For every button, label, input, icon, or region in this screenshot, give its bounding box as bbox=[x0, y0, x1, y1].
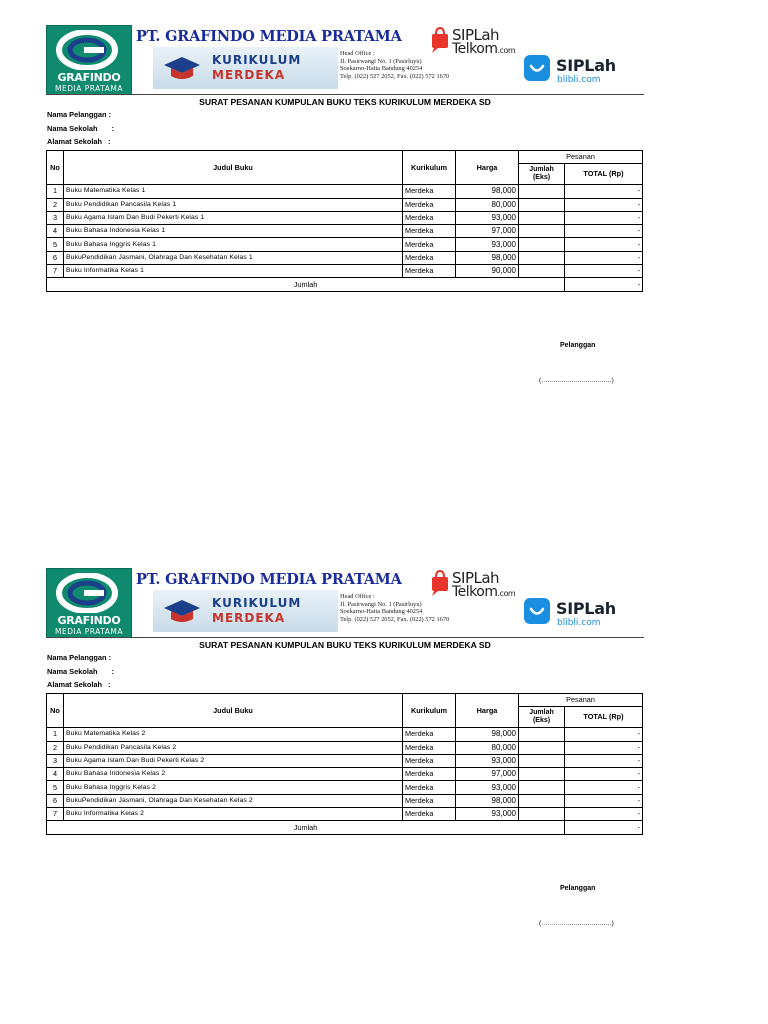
table-row bbox=[47, 238, 643, 251]
column-header-no: No bbox=[47, 151, 64, 185]
price-cell: 98,000 bbox=[456, 794, 519, 807]
telkom-suffix: .com bbox=[497, 46, 516, 55]
document-title: SURAT PESANAN KUMPULAN BUKU TEKS KURIKULUM MERDEKA SD bbox=[199, 97, 491, 107]
total-cell: - bbox=[565, 808, 643, 821]
order-form-1 bbox=[46, 22, 644, 452]
column-header-price: Harga bbox=[456, 694, 519, 728]
grafindo-logo-icon bbox=[56, 30, 118, 70]
school-address-field bbox=[47, 680, 111, 689]
book-title: Buku Informatika Kelas 2 bbox=[64, 808, 403, 821]
total-cell: - bbox=[565, 265, 643, 278]
row-number: 4 bbox=[47, 768, 64, 781]
graduation-cap-icon bbox=[163, 55, 201, 81]
curriculum-cell: Merdeka bbox=[403, 238, 456, 251]
row-number: 3 bbox=[47, 754, 64, 767]
office-address-line-2: Soekarno-Hatta Bandung 40254 bbox=[340, 65, 423, 73]
total-cell: - bbox=[565, 741, 643, 754]
column-header-curriculum: Kurikulum bbox=[403, 694, 456, 728]
total-cell: - bbox=[565, 225, 643, 238]
curriculum-cell: Merdeka bbox=[403, 728, 456, 741]
quantity-cell[interactable] bbox=[519, 794, 565, 807]
customer-name-field: Nama Pelanggan : bbox=[47, 110, 112, 119]
telkom-name: Telkom bbox=[452, 41, 498, 57]
sum-total: - bbox=[565, 821, 643, 834]
book-title: Buku Matematika Kelas 2 bbox=[64, 728, 403, 741]
table-row bbox=[47, 754, 643, 767]
row-number: 3 bbox=[47, 211, 64, 224]
siplah-telkom-line-1: SIPLah bbox=[452, 569, 500, 587]
total-cell: - bbox=[565, 185, 643, 198]
quantity-cell[interactable] bbox=[519, 265, 565, 278]
graduation-cap-icon bbox=[163, 598, 201, 624]
quantity-cell[interactable] bbox=[519, 211, 565, 224]
signature-line: (...................................) bbox=[539, 377, 614, 384]
row-number: 5 bbox=[47, 781, 64, 794]
row-number: 6 bbox=[47, 794, 64, 807]
book-title: Buku Bahasa Inggris Kelas 2 bbox=[64, 781, 403, 794]
column-header-title: Judul Buku bbox=[64, 694, 403, 728]
price-cell: 93,000 bbox=[456, 781, 519, 794]
table-row bbox=[47, 781, 643, 794]
table-row bbox=[47, 265, 643, 278]
column-header-order: Pesanan bbox=[519, 151, 643, 164]
price-cell: 98,000 bbox=[456, 728, 519, 741]
order-form-2 bbox=[46, 565, 644, 995]
grafindo-logo bbox=[46, 568, 132, 638]
company-name: PT. GRAFINDO MEDIA PRATAMA bbox=[136, 571, 402, 588]
sum-total: - bbox=[565, 278, 643, 291]
company-name: PT. GRAFINDO MEDIA PRATAMA bbox=[136, 28, 402, 45]
document-title: SURAT PESANAN KUMPULAN BUKU TEKS KURIKULUM MERDEKA SD bbox=[199, 640, 491, 650]
book-title: Buku Informatika Kelas 1 bbox=[64, 265, 403, 278]
book-title: Buku Agama Islam Dan Budi Pekerti Kelas 1 bbox=[64, 211, 403, 224]
price-cell: 80,000 bbox=[456, 741, 519, 754]
banner-line-1: KURIKULUM bbox=[212, 53, 302, 67]
order-rows bbox=[47, 185, 643, 278]
siplah-blibli-line-2: blibli.com bbox=[557, 618, 601, 628]
office-address bbox=[340, 50, 449, 81]
total-cell: - bbox=[565, 728, 643, 741]
column-header-total: TOTAL (Rp) bbox=[565, 164, 643, 185]
sum-label: Jumlah bbox=[47, 821, 565, 834]
table-row bbox=[47, 251, 643, 264]
curriculum-cell: Merdeka bbox=[403, 198, 456, 211]
price-cell: 93,000 bbox=[456, 238, 519, 251]
school-name-label: Nama Sekolah bbox=[47, 124, 98, 133]
book-title: Buku Bahasa Indonesia Kelas 1 bbox=[64, 225, 403, 238]
quantity-cell[interactable] bbox=[519, 768, 565, 781]
book-title: Buku Bahasa Inggris Kelas 1 bbox=[64, 238, 403, 251]
header-divider bbox=[46, 94, 644, 95]
column-header-no: No bbox=[47, 694, 64, 728]
row-number: 1 bbox=[47, 185, 64, 198]
header-divider bbox=[46, 637, 644, 638]
logo-subtext: MEDIA PRATAMA bbox=[55, 84, 123, 93]
quantity-cell[interactable] bbox=[519, 754, 565, 767]
book-title: Buku Agama Islam Dan Budi Pekerti Kelas 2 bbox=[64, 754, 403, 767]
price-cell: 93,000 bbox=[456, 211, 519, 224]
price-cell: 98,000 bbox=[456, 185, 519, 198]
total-cell: - bbox=[565, 754, 643, 767]
column-header-qty: Jumlah (Eks) bbox=[519, 707, 565, 728]
logo-text: GRAFINDO bbox=[57, 71, 121, 84]
curriculum-cell: Merdeka bbox=[403, 251, 456, 264]
order-table bbox=[46, 693, 643, 835]
row-number: 5 bbox=[47, 238, 64, 251]
quantity-cell[interactable] bbox=[519, 741, 565, 754]
school-name-label: Nama Sekolah bbox=[47, 667, 98, 676]
total-cell: - bbox=[565, 198, 643, 211]
price-cell: 93,000 bbox=[456, 754, 519, 767]
row-number: 4 bbox=[47, 225, 64, 238]
office-label: Head Office : bbox=[340, 593, 375, 600]
table-row bbox=[47, 225, 643, 238]
school-address-colon: : bbox=[108, 137, 111, 146]
price-cell: 80,000 bbox=[456, 198, 519, 211]
school-name-field bbox=[47, 667, 114, 676]
table-row bbox=[47, 808, 643, 821]
logo-text: GRAFINDO bbox=[57, 614, 121, 627]
quantity-cell[interactable] bbox=[519, 225, 565, 238]
shopping-bag-icon bbox=[430, 569, 450, 597]
school-address-label: Alamat Sekolah bbox=[47, 680, 103, 689]
signature-label: Pelanggan bbox=[560, 885, 596, 892]
table-row bbox=[47, 211, 643, 224]
grafindo-logo bbox=[46, 25, 132, 95]
total-cell: - bbox=[565, 781, 643, 794]
book-title: Buku Matematika Kelas 1 bbox=[64, 185, 403, 198]
customer-name-field: Nama Pelanggan : bbox=[47, 653, 112, 662]
office-label: Head Office : bbox=[340, 50, 375, 57]
quantity-cell[interactable] bbox=[519, 238, 565, 251]
siplah-telkom-line-2 bbox=[452, 584, 515, 600]
curriculum-cell: Merdeka bbox=[403, 211, 456, 224]
table-row bbox=[47, 768, 643, 781]
grafindo-logo-icon bbox=[56, 573, 118, 613]
total-cell: - bbox=[565, 211, 643, 224]
row-number: 1 bbox=[47, 728, 64, 741]
table-row bbox=[47, 794, 643, 807]
curriculum-cell: Merdeka bbox=[403, 794, 456, 807]
school-name-field bbox=[47, 124, 114, 133]
price-cell: 98,000 bbox=[456, 251, 519, 264]
office-address-line-2: Soekarno-Hatta Bandung 40254 bbox=[340, 608, 423, 616]
siplah-telkom-line-2 bbox=[452, 41, 515, 57]
quantity-cell[interactable] bbox=[519, 808, 565, 821]
siplah-blibli-line-2: blibli.com bbox=[557, 75, 601, 85]
row-number: 2 bbox=[47, 198, 64, 211]
curriculum-cell: Merdeka bbox=[403, 265, 456, 278]
total-cell: - bbox=[565, 794, 643, 807]
blibli-bag-icon bbox=[524, 55, 550, 81]
row-number: 7 bbox=[47, 265, 64, 278]
book-title: BukuPendidikan Jasmani, Olahraga Dan Kesehatan Kelas 2 bbox=[64, 794, 403, 807]
book-title: BukuPendidikan Jasmani, Olahraga Dan Kesehatan Kelas 1 bbox=[64, 251, 403, 264]
siplah-telkom-line-1: SIPLah bbox=[452, 26, 500, 44]
curriculum-cell: Merdeka bbox=[403, 754, 456, 767]
column-header-price: Harga bbox=[456, 151, 519, 185]
column-header-curriculum: Kurikulum bbox=[403, 151, 456, 185]
office-phone: Telp. (022) 527 2052, Fax. (022) 572 1670 bbox=[340, 73, 450, 81]
telkom-name: Telkom bbox=[452, 584, 498, 600]
quantity-cell[interactable] bbox=[519, 728, 565, 741]
column-header-qty: Jumlah (Eks) bbox=[519, 164, 565, 185]
total-cell: - bbox=[565, 768, 643, 781]
price-cell: 97,000 bbox=[456, 225, 519, 238]
school-name-colon: : bbox=[111, 667, 114, 676]
school-address-field bbox=[47, 137, 111, 146]
kurikulum-merdeka-banner bbox=[153, 590, 338, 632]
logo-subtext: MEDIA PRATAMA bbox=[55, 627, 123, 636]
banner-line-1: KURIKULUM bbox=[212, 596, 302, 610]
curriculum-cell: Merdeka bbox=[403, 808, 456, 821]
quantity-cell[interactable] bbox=[519, 185, 565, 198]
office-address-line-1: Jl. Pasirwangi No. 1 (Pasirluyu) bbox=[340, 57, 422, 65]
total-cell: - bbox=[565, 238, 643, 251]
book-title: Buku Bahasa Indonesia Kelas 2 bbox=[64, 768, 403, 781]
curriculum-cell: Merdeka bbox=[403, 225, 456, 238]
banner-line-2: MERDEKA bbox=[212, 68, 286, 82]
school-address-label: Alamat Sekolah bbox=[47, 137, 103, 146]
price-cell: 97,000 bbox=[456, 768, 519, 781]
price-cell: 90,000 bbox=[456, 265, 519, 278]
row-number: 7 bbox=[47, 808, 64, 821]
signature-label: Pelanggan bbox=[560, 342, 596, 349]
banner-line-2: MERDEKA bbox=[212, 611, 286, 625]
book-title: Buku Pendidikan Pancasila Kelas 1 bbox=[64, 198, 403, 211]
curriculum-cell: Merdeka bbox=[403, 781, 456, 794]
column-header-order: Pesanan bbox=[519, 694, 643, 707]
sum-label: Jumlah bbox=[47, 278, 565, 291]
office-address bbox=[340, 593, 449, 624]
quantity-cell[interactable] bbox=[519, 251, 565, 264]
order-rows bbox=[47, 728, 643, 821]
column-header-total: TOTAL (Rp) bbox=[565, 707, 643, 728]
total-cell: - bbox=[565, 251, 643, 264]
table-row bbox=[47, 741, 643, 754]
curriculum-cell: Merdeka bbox=[403, 185, 456, 198]
table-row bbox=[47, 728, 643, 741]
order-table bbox=[46, 150, 643, 292]
office-phone: Telp. (022) 527 2052, Fax. (022) 572 1670 bbox=[340, 616, 450, 624]
column-header-title: Judul Buku bbox=[64, 151, 403, 185]
quantity-cell[interactable] bbox=[519, 781, 565, 794]
school-address-colon: : bbox=[108, 680, 111, 689]
telkom-suffix: .com bbox=[497, 589, 516, 598]
book-title: Buku Pendidikan Pancasila Kelas 2 bbox=[64, 741, 403, 754]
table-row bbox=[47, 185, 643, 198]
siplah-blibli-line-1: SIPLah bbox=[556, 599, 616, 618]
blibli-bag-icon bbox=[524, 598, 550, 624]
curriculum-cell: Merdeka bbox=[403, 741, 456, 754]
shopping-bag-icon bbox=[430, 26, 450, 54]
siplah-blibli-line-1: SIPLah bbox=[556, 56, 616, 75]
row-number: 2 bbox=[47, 741, 64, 754]
school-name-colon: : bbox=[111, 124, 114, 133]
row-number: 6 bbox=[47, 251, 64, 264]
table-row bbox=[47, 198, 643, 211]
signature-line: (...................................) bbox=[539, 920, 614, 927]
kurikulum-merdeka-banner bbox=[153, 47, 338, 89]
office-address-line-1: Jl. Pasirwangi No. 1 (Pasirluyu) bbox=[340, 600, 422, 608]
quantity-cell[interactable] bbox=[519, 198, 565, 211]
curriculum-cell: Merdeka bbox=[403, 768, 456, 781]
price-cell: 93,000 bbox=[456, 808, 519, 821]
